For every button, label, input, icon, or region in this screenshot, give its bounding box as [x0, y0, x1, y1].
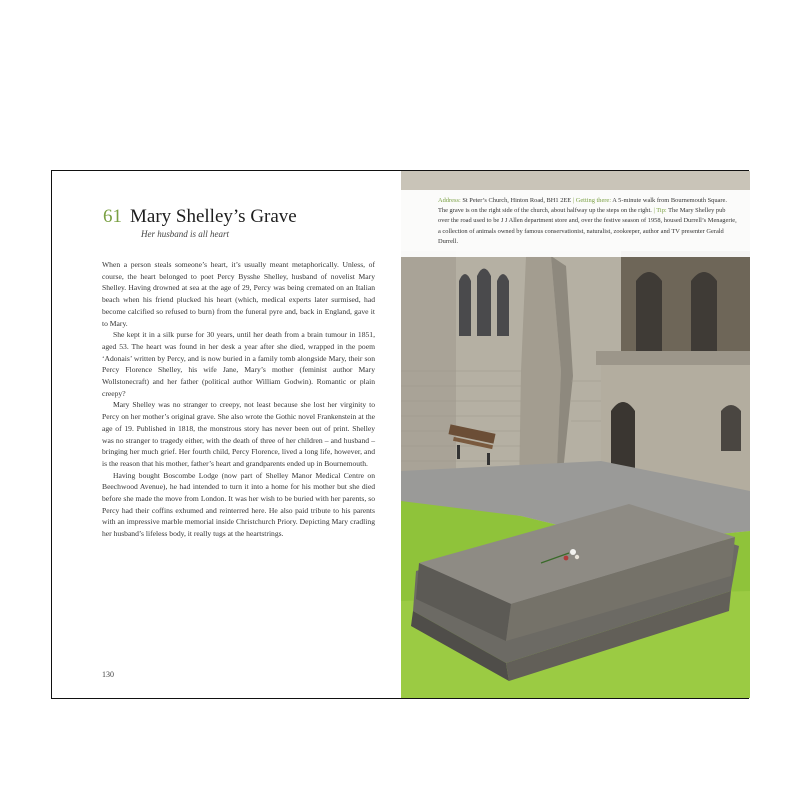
separator: | — [572, 197, 575, 204]
address-value: St Peter’s Church, Hinton Road, BH1 2EE — [462, 197, 572, 204]
paragraph: She kept it in a silk purse for 30 years, until her death from a brain tumour in 1851, aged 53. The heart was found in her desk a year after she died, wrapped in the poem ‘Adonais’ written by Percy, and is now buried in a family tomb alongside Mary, their son Percy Florence Shelley, his wife Jane, Mary’s mother (feminist author Mary Wollstonecraft) and her father (political author William Godwin). Romantic or plain creepy? — [102, 330, 375, 398]
left-page — [52, 171, 401, 698]
paragraph: Mary Shelley was no stranger to creepy, not least because she lost her virginity to Percy on her mother’s original grave. She also wrote the Gothic novel Frankenstein at the age of 19. Published in 1818, the monstrous story has never been out of print. Shelley was no stranger to tragedy either, with the death of three of her children – and husband – bringing her much grief. Her fourth child, Percy Florence, lived a long life, however, and is the reason that his mother, father’s heart and grandparents ended up in Bournemouth. — [102, 400, 375, 468]
separator: | — [653, 207, 655, 215]
right-page — [401, 171, 750, 698]
chapter-title: Mary Shelley’s Grave — [130, 206, 297, 227]
tip-value: The Mary Shelley pub over the road used to be J J Allen department store and, over the festive season of 1958, housed Durrell’s Menagerie, a collection of animals owned by famous conservationist, naturalist, zookeeper, author and TV presenter Gerald Durrell. — [438, 207, 737, 245]
address-label: Address: — [438, 197, 461, 204]
getting-there-value: A 5-minute walk from Bournemouth Square. The grave is on the right side of the church, about halfway up the steps on the right. — [438, 197, 727, 215]
getting-there-label: Getting there: — [575, 197, 612, 204]
tip-label: Tip: — [656, 207, 667, 215]
chapter-heading — [103, 206, 297, 228]
page-number: 130 — [102, 670, 114, 679]
info-text — [438, 196, 738, 247]
chapter-subtitle: Her husband is all heart — [141, 229, 230, 239]
body-text — [102, 259, 375, 540]
book-spread — [51, 170, 749, 699]
info-box — [401, 190, 750, 257]
paragraph: When a person steals someone’s heart, it’s usually meant metaphorically. Unless, of course, the heart belonged to poet Percy Bysshe Shelley, husband of novelist Mary Shelley. Having drowned at sea at the age of 29, Percy was being cremated on an Italian beach when his friend plucked his heart (which, medical experts later surmised, had become calcified so refused to burn) from the funeral pyre and, back in England, gave it to Mary. — [102, 260, 375, 328]
chapter-number: 61 — [103, 206, 122, 227]
paragraph: Having bought Boscombe Lodge (now part of Shelley Manor Medical Centre on Beechwood Avenue), he had intended to turn it into a home for his mother but she died before she made the move from London. It was her wish to be buried with her parents, so Percy had their coffins exhumed and reinterred here. He also paid tribute to his parents with an impressive marble memorial inside Christchurch Priory. Depicting Mary cradling her husband’s lifeless body, it really tugs at the heartstrings. — [102, 470, 375, 539]
